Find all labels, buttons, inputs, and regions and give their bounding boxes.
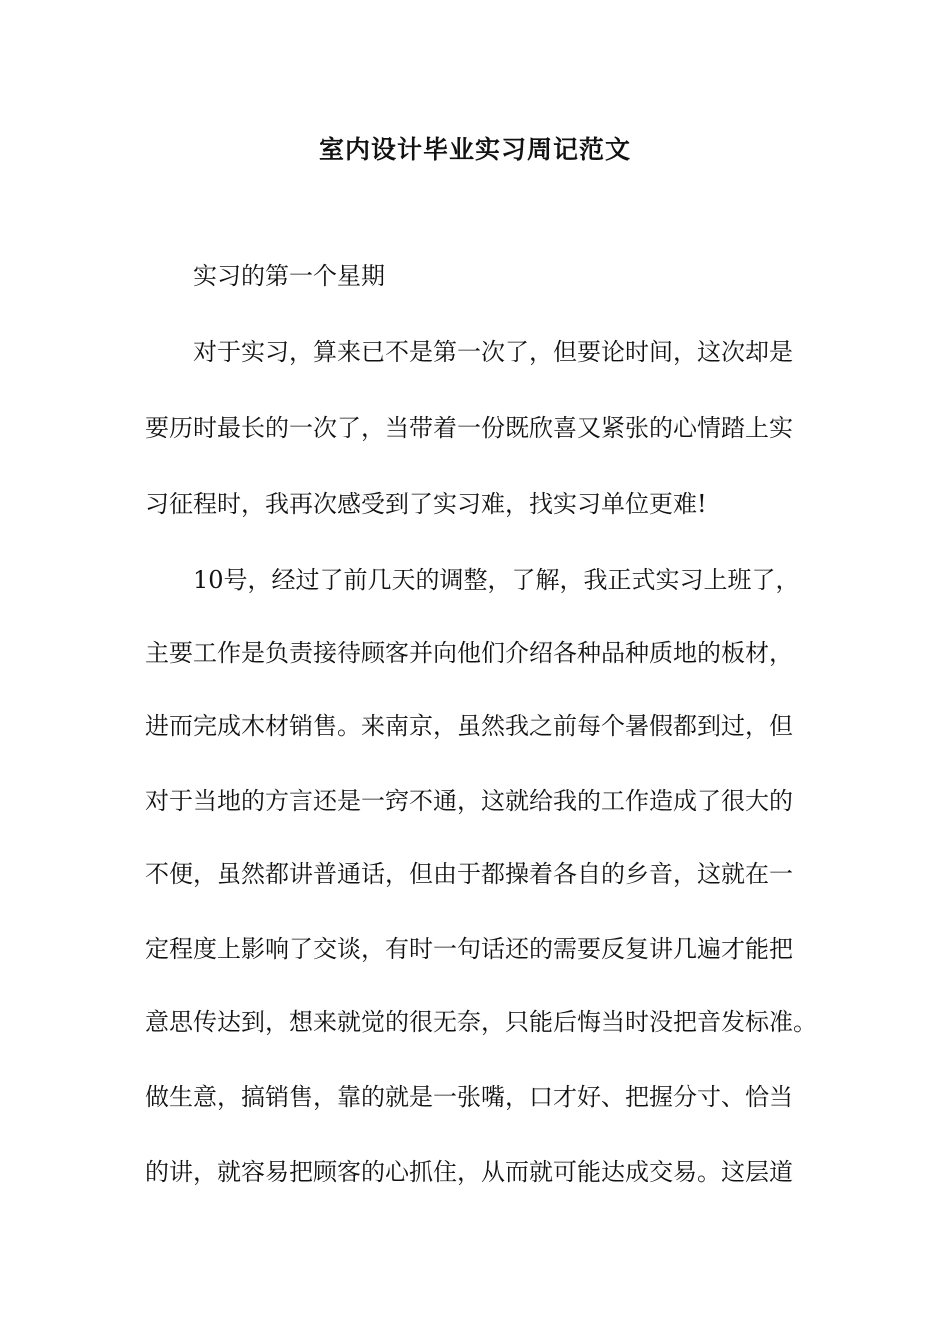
paragraph-line: 定程度上影响了交谈，有时一句话还的需要反复讲几遍才能把	[145, 935, 793, 963]
paragraph-line: 对于实习，算来已不是第一次了，但要论时间，这次却是	[193, 338, 793, 366]
paragraph-line: 10号，经过了前几天的调整，了解，我正式实习上班了，	[193, 566, 800, 594]
document-title: 室内设计毕业实习周记范文	[318, 135, 631, 164]
paragraph-line: 进而完成木材销售。来南京，虽然我之前每个暑假都到过，但	[145, 712, 793, 740]
paragraph-line: 要历时最长的一次了，当带着一份既欣喜又紧张的心情踏上实	[145, 414, 793, 442]
paragraph-line: 主要工作是负责接待顾客并向他们介绍各种品种质地的板材，	[145, 639, 793, 667]
paragraph-line: 做生意，搞销售，靠的就是一张嘴，口才好、把握分寸、恰当	[145, 1083, 793, 1111]
paragraph-line: 不便，虽然都讲普通话，但由于都操着各自的乡音，这就在一	[145, 860, 793, 888]
paragraph-line: 对于当地的方言还是一窍不通，这就给我的工作造成了很大的	[145, 787, 793, 815]
section-heading: 实习的第一个星期	[193, 262, 385, 290]
paragraph-line: 习征程时，我再次感受到了实习难，找实习单位更难!	[145, 490, 707, 518]
paragraph-line: 的讲，就容易把顾客的心抓住，从而就可能达成交易。这层道	[145, 1158, 793, 1186]
paragraph-line: 意思传达到，想来就觉的很无奈，只能后悔当时没把音发标准。	[145, 1008, 817, 1036]
